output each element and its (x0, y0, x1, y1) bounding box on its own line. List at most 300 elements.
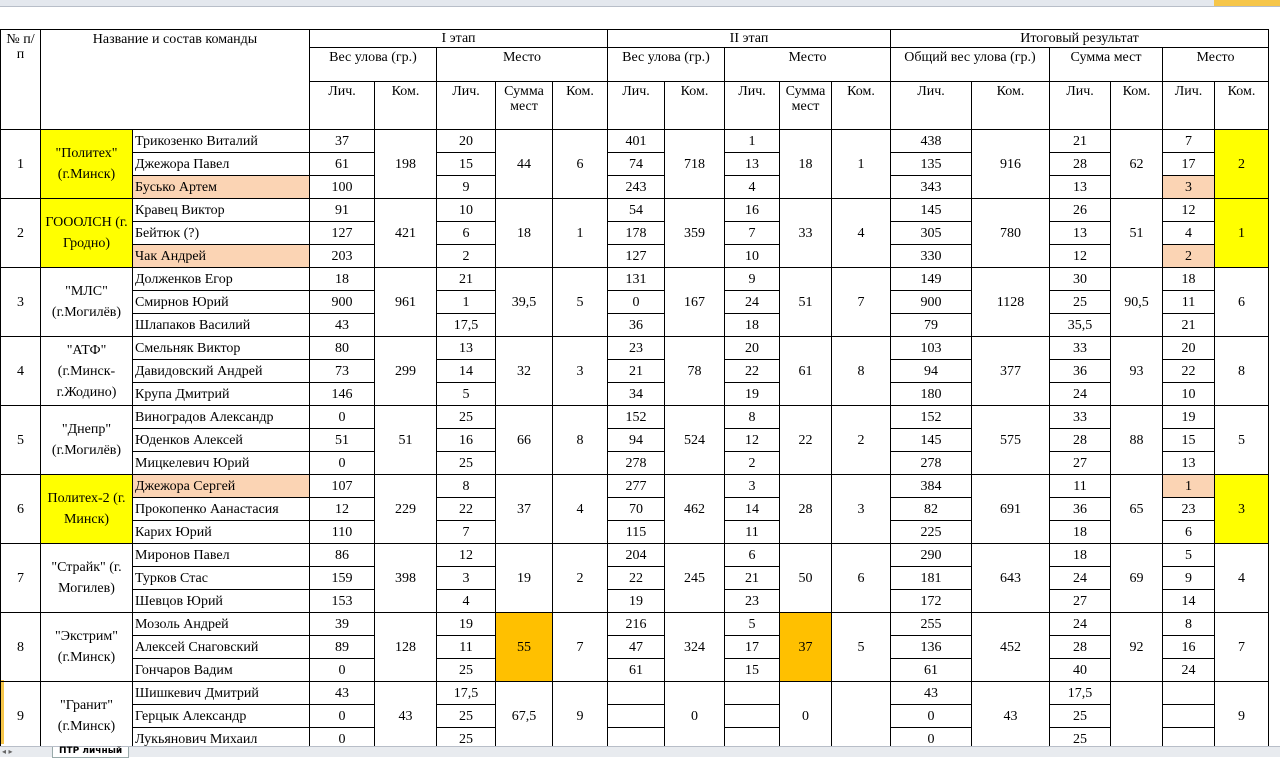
s1-place-personal[interactable]: 25 (437, 728, 496, 751)
team-number[interactable]: 1 (1, 130, 41, 199)
sum-places-personal[interactable]: 28 (1050, 636, 1111, 659)
header-final-place[interactable]: Место (1163, 48, 1269, 82)
header-team-short[interactable]: Ком. (375, 82, 437, 130)
total-weight-personal[interactable]: 145 (891, 429, 972, 452)
total-weight-personal[interactable]: 305 (891, 222, 972, 245)
s1-place-personal[interactable]: 12 (437, 544, 496, 567)
team-name[interactable]: "МЛС" (г.Могилёв) (41, 268, 133, 337)
s1-weight-personal[interactable]: 0 (310, 705, 375, 728)
total-weight-personal[interactable]: 278 (891, 452, 972, 475)
sum-places-personal[interactable]: 13 (1050, 222, 1111, 245)
s1-sum-places[interactable]: 39,5 (496, 268, 553, 337)
s1-place-personal[interactable]: 16 (437, 429, 496, 452)
s1-weight-team[interactable]: 299 (375, 337, 437, 406)
s1-weight-personal[interactable]: 0 (310, 452, 375, 475)
final-place-personal[interactable]: 21 (1163, 314, 1215, 337)
final-place-personal[interactable] (1163, 705, 1215, 728)
member-name[interactable]: Бусько Артем (133, 176, 310, 199)
header-total[interactable]: Итоговый результат (891, 30, 1269, 48)
s2-weight-personal[interactable]: 178 (608, 222, 665, 245)
s1-place-personal[interactable]: 8 (437, 475, 496, 498)
team-number[interactable]: 6 (1, 475, 41, 544)
s2-weight-personal[interactable]: 36 (608, 314, 665, 337)
s2-weight-personal[interactable]: 0 (608, 291, 665, 314)
s1-place-personal[interactable]: 17,5 (437, 314, 496, 337)
final-place-personal[interactable]: 18 (1163, 268, 1215, 291)
s2-place-personal[interactable]: 8 (725, 406, 780, 429)
s1-place-personal[interactable]: 13 (437, 337, 496, 360)
final-place-team[interactable]: 9 (1215, 682, 1269, 751)
final-place-personal[interactable]: 23 (1163, 498, 1215, 521)
s2-weight-team[interactable]: 78 (665, 337, 725, 406)
sum-places-personal[interactable]: 33 (1050, 406, 1111, 429)
header-team-short[interactable]: Ком. (665, 82, 725, 130)
s1-place-personal[interactable]: 5 (437, 383, 496, 406)
final-place-team[interactable]: 3 (1215, 475, 1269, 544)
total-weight-personal[interactable]: 330 (891, 245, 972, 268)
member-name[interactable]: Джежора Павел (133, 153, 310, 176)
s2-place-personal[interactable]: 10 (725, 245, 780, 268)
s2-team-place[interactable]: 8 (832, 337, 891, 406)
sum-places-personal[interactable]: 21 (1050, 130, 1111, 153)
member-name[interactable]: Герцык Александр (133, 705, 310, 728)
s1-sum-places[interactable]: 32 (496, 337, 553, 406)
team-name[interactable]: "Экстрим" (г.Минск) (41, 613, 133, 682)
s1-weight-personal[interactable]: 107 (310, 475, 375, 498)
s1-place-personal[interactable]: 9 (437, 176, 496, 199)
s2-weight-personal[interactable]: 127 (608, 245, 665, 268)
s1-weight-personal[interactable]: 73 (310, 360, 375, 383)
s2-place-personal[interactable]: 24 (725, 291, 780, 314)
team-number[interactable]: 7 (1, 544, 41, 613)
sum-places-personal[interactable]: 27 (1050, 452, 1111, 475)
s2-sum-places[interactable]: 22 (780, 406, 832, 475)
total-weight-personal[interactable]: 79 (891, 314, 972, 337)
s1-team-place[interactable]: 6 (553, 130, 608, 199)
total-weight-team[interactable]: 575 (972, 406, 1050, 475)
s1-weight-team[interactable]: 961 (375, 268, 437, 337)
s2-weight-personal[interactable] (608, 682, 665, 705)
total-weight-personal[interactable]: 135 (891, 153, 972, 176)
final-place-team[interactable]: 1 (1215, 199, 1269, 268)
s2-place-personal[interactable]: 4 (725, 176, 780, 199)
final-place-team[interactable]: 4 (1215, 544, 1269, 613)
sum-places-personal[interactable]: 25 (1050, 705, 1111, 728)
total-weight-personal[interactable]: 61 (891, 659, 972, 682)
team-name[interactable]: "Днепр" (г.Могилёв) (41, 406, 133, 475)
s1-place-personal[interactable]: 17,5 (437, 682, 496, 705)
sum-places-team[interactable]: 51 (1111, 199, 1163, 268)
s1-weight-personal[interactable]: 39 (310, 613, 375, 636)
final-place-personal[interactable]: 9 (1163, 567, 1215, 590)
s1-weight-team[interactable]: 421 (375, 199, 437, 268)
header-pers[interactable]: Лич. (1163, 82, 1215, 130)
final-place-personal[interactable] (1163, 682, 1215, 705)
sum-places-personal[interactable]: 24 (1050, 567, 1111, 590)
header-s1-weight[interactable]: Вес улова (гр.) (310, 48, 437, 82)
s2-weight-team[interactable]: 718 (665, 130, 725, 199)
column-headers[interactable] (0, 0, 1280, 7)
s1-weight-team[interactable]: 51 (375, 406, 437, 475)
s2-weight-team[interactable]: 245 (665, 544, 725, 613)
total-weight-personal[interactable]: 82 (891, 498, 972, 521)
s2-place-personal[interactable]: 13 (725, 153, 780, 176)
sum-places-personal[interactable]: 33 (1050, 337, 1111, 360)
final-place-personal[interactable]: 2 (1163, 245, 1215, 268)
s2-sum-places[interactable]: 51 (780, 268, 832, 337)
s2-weight-team[interactable]: 359 (665, 199, 725, 268)
member-name[interactable]: Турков Стас (133, 567, 310, 590)
final-place-personal[interactable]: 4 (1163, 222, 1215, 245)
team-name[interactable]: ГОООЛСН (г. Гродно) (41, 199, 133, 268)
final-place-personal[interactable]: 11 (1163, 291, 1215, 314)
s2-place-personal[interactable]: 5 (725, 613, 780, 636)
header-pers[interactable]: Лич. (437, 82, 496, 130)
s2-place-personal[interactable]: 17 (725, 636, 780, 659)
s1-weight-team[interactable]: 229 (375, 475, 437, 544)
s2-team-place[interactable]: 4 (832, 199, 891, 268)
s2-place-personal[interactable]: 11 (725, 521, 780, 544)
s1-team-place[interactable]: 4 (553, 475, 608, 544)
member-name[interactable]: Смирнов Юрий (133, 291, 310, 314)
s1-place-personal[interactable]: 1 (437, 291, 496, 314)
s2-place-personal[interactable]: 1 (725, 130, 780, 153)
sum-places-personal[interactable]: 35,5 (1050, 314, 1111, 337)
s2-team-place[interactable]: 5 (832, 613, 891, 682)
s1-place-personal[interactable]: 14 (437, 360, 496, 383)
s1-place-personal[interactable]: 6 (437, 222, 496, 245)
total-weight-team[interactable]: 691 (972, 475, 1050, 544)
s1-place-personal[interactable]: 20 (437, 130, 496, 153)
s2-weight-personal[interactable]: 243 (608, 176, 665, 199)
member-name[interactable]: Мицкелевич Юрий (133, 452, 310, 475)
member-name[interactable]: Шевцов Юрий (133, 590, 310, 613)
header-pers[interactable]: Лич. (310, 82, 375, 130)
sum-places-team[interactable]: 92 (1111, 613, 1163, 682)
s2-sum-places[interactable]: 50 (780, 544, 832, 613)
s2-place-personal[interactable]: 20 (725, 337, 780, 360)
s1-sum-places[interactable]: 67,5 (496, 682, 553, 751)
s2-weight-personal[interactable]: 23 (608, 337, 665, 360)
final-place-personal[interactable]: 13 (1163, 452, 1215, 475)
s1-weight-personal[interactable]: 900 (310, 291, 375, 314)
sum-places-team[interactable] (1111, 682, 1163, 751)
sum-places-personal[interactable]: 28 (1050, 153, 1111, 176)
s2-weight-personal[interactable]: 216 (608, 613, 665, 636)
final-place-team[interactable]: 5 (1215, 406, 1269, 475)
total-weight-personal[interactable]: 900 (891, 291, 972, 314)
header-total-weight[interactable]: Общий вес улова (гр.) (891, 48, 1050, 82)
s1-weight-personal[interactable]: 127 (310, 222, 375, 245)
header-team-short[interactable]: Ком. (1215, 82, 1269, 130)
sum-places-team[interactable]: 65 (1111, 475, 1163, 544)
s1-place-personal[interactable]: 3 (437, 567, 496, 590)
team-number[interactable]: 4 (1, 337, 41, 406)
sum-places-personal[interactable]: 40 (1050, 659, 1111, 682)
s2-weight-personal[interactable] (608, 705, 665, 728)
s2-place-personal[interactable]: 15 (725, 659, 780, 682)
s1-team-place[interactable]: 3 (553, 337, 608, 406)
sum-places-team[interactable]: 88 (1111, 406, 1163, 475)
final-place-personal[interactable]: 16 (1163, 636, 1215, 659)
total-weight-team[interactable]: 377 (972, 337, 1050, 406)
team-number[interactable]: 9 (1, 682, 41, 751)
s1-sum-places[interactable]: 18 (496, 199, 553, 268)
s2-sum-places[interactable]: 37 (780, 613, 832, 682)
header-team-short[interactable]: Ком. (1111, 82, 1163, 130)
header-sum-places-wrap[interactable]: Сумма мест (780, 82, 832, 130)
total-weight-personal[interactable]: 103 (891, 337, 972, 360)
s1-weight-personal[interactable]: 0 (310, 728, 375, 751)
final-place-team[interactable]: 6 (1215, 268, 1269, 337)
s2-place-personal[interactable]: 2 (725, 452, 780, 475)
total-weight-team[interactable]: 43 (972, 682, 1050, 751)
s2-place-personal[interactable]: 23 (725, 590, 780, 613)
s2-weight-personal[interactable]: 19 (608, 590, 665, 613)
s2-sum-places[interactable]: 28 (780, 475, 832, 544)
s1-place-personal[interactable]: 10 (437, 199, 496, 222)
s2-place-personal[interactable]: 16 (725, 199, 780, 222)
header-sum-places-wrap[interactable]: Сумма мест (496, 82, 553, 130)
header-team-short[interactable]: Ком. (972, 82, 1050, 130)
sum-places-team[interactable]: 69 (1111, 544, 1163, 613)
s2-sum-places[interactable]: 61 (780, 337, 832, 406)
member-name[interactable]: Смельняк Виктор (133, 337, 310, 360)
header-team-short[interactable]: Ком. (832, 82, 891, 130)
s1-weight-personal[interactable]: 86 (310, 544, 375, 567)
s1-place-personal[interactable]: 15 (437, 153, 496, 176)
s1-place-personal[interactable]: 25 (437, 659, 496, 682)
s1-weight-personal[interactable]: 18 (310, 268, 375, 291)
member-name[interactable]: Джежора Сергей (133, 475, 310, 498)
s2-weight-personal[interactable]: 70 (608, 498, 665, 521)
member-name[interactable]: Мозоль Андрей (133, 613, 310, 636)
s2-weight-personal[interactable]: 94 (608, 429, 665, 452)
team-name[interactable]: Политех-2 (г. Минск) (41, 475, 133, 544)
sum-places-personal[interactable]: 24 (1050, 383, 1111, 406)
s1-team-place[interactable]: 5 (553, 268, 608, 337)
final-place-personal[interactable]: 3 (1163, 176, 1215, 199)
s1-weight-personal[interactable]: 43 (310, 314, 375, 337)
s1-weight-personal[interactable]: 153 (310, 590, 375, 613)
s2-weight-personal[interactable]: 22 (608, 567, 665, 590)
total-weight-personal[interactable]: 255 (891, 613, 972, 636)
total-weight-personal[interactable]: 136 (891, 636, 972, 659)
sum-places-personal[interactable]: 27 (1050, 590, 1111, 613)
s2-place-personal[interactable]: 6 (725, 544, 780, 567)
s1-place-personal[interactable]: 22 (437, 498, 496, 521)
s1-weight-personal[interactable]: 0 (310, 659, 375, 682)
s2-team-place[interactable]: 6 (832, 544, 891, 613)
s2-place-personal[interactable]: 14 (725, 498, 780, 521)
sum-places-personal[interactable]: 18 (1050, 521, 1111, 544)
s2-sum-places[interactable]: 0 (780, 682, 832, 751)
team-name[interactable]: "Гранит" (г.Минск) (41, 682, 133, 751)
team-number[interactable]: 2 (1, 199, 41, 268)
total-weight-personal[interactable]: 0 (891, 705, 972, 728)
s1-place-personal[interactable]: 25 (437, 452, 496, 475)
final-place-personal[interactable]: 17 (1163, 153, 1215, 176)
s1-weight-personal[interactable]: 37 (310, 130, 375, 153)
s1-weight-personal[interactable]: 89 (310, 636, 375, 659)
s2-sum-places[interactable]: 33 (780, 199, 832, 268)
member-name[interactable]: Виноградов Александр (133, 406, 310, 429)
total-weight-personal[interactable]: 0 (891, 728, 972, 751)
final-place-personal[interactable]: 20 (1163, 337, 1215, 360)
s2-weight-team[interactable]: 324 (665, 613, 725, 682)
sum-places-personal[interactable]: 24 (1050, 613, 1111, 636)
total-weight-team[interactable]: 780 (972, 199, 1050, 268)
s1-weight-personal[interactable]: 80 (310, 337, 375, 360)
header-stage1[interactable]: I этап (310, 30, 608, 48)
total-weight-personal[interactable]: 438 (891, 130, 972, 153)
s2-weight-personal[interactable]: 131 (608, 268, 665, 291)
s1-weight-personal[interactable]: 91 (310, 199, 375, 222)
s1-weight-personal[interactable]: 110 (310, 521, 375, 544)
member-name[interactable]: Лукьянович Михаил (133, 728, 310, 751)
s1-team-place[interactable]: 7 (553, 613, 608, 682)
s2-weight-personal[interactable]: 47 (608, 636, 665, 659)
member-name[interactable]: Бейтюк (?) (133, 222, 310, 245)
sum-places-team[interactable]: 62 (1111, 130, 1163, 199)
total-weight-personal[interactable]: 343 (891, 176, 972, 199)
header-pers[interactable]: Лич. (1050, 82, 1111, 130)
sheet-tab[interactable]: ПТР личный (52, 747, 129, 758)
s2-weight-personal[interactable]: 277 (608, 475, 665, 498)
s2-weight-personal[interactable]: 61 (608, 659, 665, 682)
sum-places-personal[interactable]: 28 (1050, 429, 1111, 452)
header-s2-weight[interactable]: Вес улова (гр.) (608, 48, 725, 82)
team-name[interactable]: "Политех" (г.Минск) (41, 130, 133, 199)
s1-team-place[interactable]: 2 (553, 544, 608, 613)
s2-place-personal[interactable]: 12 (725, 429, 780, 452)
s1-weight-team[interactable]: 128 (375, 613, 437, 682)
s2-place-personal[interactable]: 21 (725, 567, 780, 590)
header-pers[interactable]: Лич. (891, 82, 972, 130)
header-sum-places[interactable]: Сумма мест (1050, 48, 1163, 82)
final-place-team[interactable]: 2 (1215, 130, 1269, 199)
s1-place-personal[interactable]: 19 (437, 613, 496, 636)
s2-place-personal[interactable]: 3 (725, 475, 780, 498)
header-pers[interactable]: Лич. (608, 82, 665, 130)
final-place-team[interactable]: 8 (1215, 337, 1269, 406)
s2-team-place[interactable]: 7 (832, 268, 891, 337)
final-place-personal[interactable]: 7 (1163, 130, 1215, 153)
s1-team-place[interactable]: 8 (553, 406, 608, 475)
s2-place-personal[interactable] (725, 705, 780, 728)
s2-place-personal[interactable]: 18 (725, 314, 780, 337)
total-weight-personal[interactable]: 180 (891, 383, 972, 406)
s1-weight-personal[interactable]: 159 (310, 567, 375, 590)
team-number[interactable]: 5 (1, 406, 41, 475)
final-place-personal[interactable]: 15 (1163, 429, 1215, 452)
sum-places-personal[interactable]: 12 (1050, 245, 1111, 268)
member-name[interactable]: Шлапаков Василий (133, 314, 310, 337)
sum-places-personal[interactable]: 25 (1050, 728, 1111, 751)
header-team[interactable]: Название и состав команды (41, 30, 310, 130)
sum-places-personal[interactable]: 17,5 (1050, 682, 1111, 705)
s1-team-place[interactable]: 1 (553, 199, 608, 268)
s1-place-personal[interactable]: 4 (437, 590, 496, 613)
final-place-personal[interactable]: 5 (1163, 544, 1215, 567)
team-number[interactable]: 8 (1, 613, 41, 682)
member-name[interactable]: Кравец Виктор (133, 199, 310, 222)
total-weight-personal[interactable]: 172 (891, 590, 972, 613)
s1-sum-places[interactable]: 44 (496, 130, 553, 199)
s2-weight-team[interactable]: 462 (665, 475, 725, 544)
s1-weight-personal[interactable]: 12 (310, 498, 375, 521)
s2-team-place[interactable]: 3 (832, 475, 891, 544)
s1-weight-personal[interactable]: 100 (310, 176, 375, 199)
s2-place-personal[interactable]: 22 (725, 360, 780, 383)
s2-weight-team[interactable]: 0 (665, 682, 725, 751)
s2-weight-personal[interactable]: 115 (608, 521, 665, 544)
total-weight-personal[interactable]: 94 (891, 360, 972, 383)
s1-weight-personal[interactable]: 146 (310, 383, 375, 406)
team-number[interactable]: 3 (1, 268, 41, 337)
header-s1-place[interactable]: Место (437, 48, 608, 82)
sheet-nav-arrows-icon[interactable]: ◂ ▸ (2, 747, 13, 756)
s2-place-personal[interactable]: 9 (725, 268, 780, 291)
s1-weight-team[interactable]: 198 (375, 130, 437, 199)
final-place-personal[interactable]: 12 (1163, 199, 1215, 222)
header-stage2[interactable]: II этап (608, 30, 891, 48)
final-place-personal[interactable]: 6 (1163, 521, 1215, 544)
header-num[interactable]: № п/п (1, 30, 41, 130)
sum-places-team[interactable]: 90,5 (1111, 268, 1163, 337)
s2-team-place[interactable]: 1 (832, 130, 891, 199)
s2-weight-team[interactable]: 524 (665, 406, 725, 475)
sum-places-team[interactable]: 93 (1111, 337, 1163, 406)
s2-place-personal[interactable]: 7 (725, 222, 780, 245)
s1-place-personal[interactable]: 2 (437, 245, 496, 268)
sum-places-personal[interactable]: 26 (1050, 199, 1111, 222)
final-place-personal[interactable]: 24 (1163, 659, 1215, 682)
sum-places-personal[interactable]: 36 (1050, 360, 1111, 383)
s1-place-personal[interactable]: 21 (437, 268, 496, 291)
final-place-personal[interactable]: 14 (1163, 590, 1215, 613)
header-pers[interactable]: Лич. (725, 82, 780, 130)
s1-place-personal[interactable]: 25 (437, 705, 496, 728)
member-name[interactable]: Гончаров Вадим (133, 659, 310, 682)
s1-weight-personal[interactable]: 61 (310, 153, 375, 176)
s2-weight-personal[interactable]: 204 (608, 544, 665, 567)
member-name[interactable]: Долженков Егор (133, 268, 310, 291)
member-name[interactable]: Прокопенко Аанастасия (133, 498, 310, 521)
s1-sum-places[interactable]: 55 (496, 613, 553, 682)
sum-places-personal[interactable]: 18 (1050, 544, 1111, 567)
total-weight-team[interactable]: 1128 (972, 268, 1050, 337)
total-weight-personal[interactable]: 290 (891, 544, 972, 567)
sum-places-personal[interactable]: 36 (1050, 498, 1111, 521)
member-name[interactable]: Трикозенко Виталий (133, 130, 310, 153)
s1-weight-team[interactable]: 43 (375, 682, 437, 751)
s2-weight-personal[interactable]: 54 (608, 199, 665, 222)
s1-weight-personal[interactable]: 203 (310, 245, 375, 268)
header-s2-place[interactable]: Место (725, 48, 891, 82)
s2-place-personal[interactable] (725, 682, 780, 705)
s1-sum-places[interactable]: 19 (496, 544, 553, 613)
total-weight-team[interactable]: 452 (972, 613, 1050, 682)
member-name[interactable]: Алексей Снаговский (133, 636, 310, 659)
total-weight-personal[interactable]: 145 (891, 199, 972, 222)
s2-weight-personal[interactable]: 278 (608, 452, 665, 475)
member-name[interactable]: Карих Юрий (133, 521, 310, 544)
team-name[interactable]: "АТФ" (г.Минск-г.Жодино) (41, 337, 133, 406)
final-place-personal[interactable]: 8 (1163, 613, 1215, 636)
s1-weight-team[interactable]: 398 (375, 544, 437, 613)
s1-weight-personal[interactable]: 0 (310, 406, 375, 429)
